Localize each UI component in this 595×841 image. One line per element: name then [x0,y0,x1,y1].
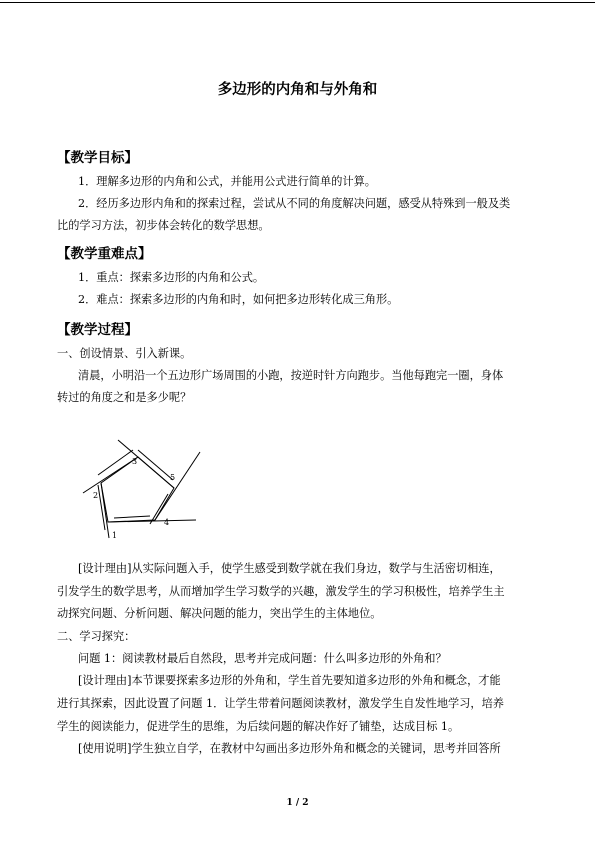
process-line-1: 一、创设情景、引入新课。 [57,347,192,360]
after-line-8: 学生的阅读能力，促进学生的思维，为后续问题的解决作好了铺垫，达成目标 1。 [57,720,460,733]
after-line-7: 进行其探索，因此设置了问题 1．让学生带着问题阅读教材，激发学生自发性地学习，培养 [57,697,504,710]
after-line-6: [设计理由]本节课要探索多边形的外角和，学生首先要知道多边形的外角和概念，才能 [78,674,501,687]
process-line-3: 转过的角度之和是多少呢？ [57,391,192,404]
keys-heading: 【教学重难点】 [57,246,152,262]
top-rule [0,2,595,3]
process-heading: 【教学过程】 [57,322,138,338]
figure-label-5: 5 [170,473,176,482]
goals-heading: 【教学目标】 [57,150,138,166]
process-line-2: 清晨，小明沿一个五边形广场周围的小跑，按逆时针方向跑步。当他每跑完一圈，身体 [78,369,504,382]
page-number: 1 / 2 [286,798,309,808]
goal-item-2-cont: 比的学习方法，初步体会转化的数学思想。 [57,219,270,232]
figure-label-4: 4 [164,518,170,527]
after-line-1: [设计理由]从实际问题入手，使学生感受到数学就在我们身边，数学与生活密切相连， [78,562,501,575]
after-line-2: 引发学生的数学思考，从而增加学生学习数学的兴趣，激发学生的学习积极性，培养学生主 [57,585,505,598]
after-line-9: [使用说明]学生独立自学，在教材中勾画出多边形外角和概念的关键词，思考并回答所 [78,742,501,755]
figure-label-3: 3 [132,457,138,466]
figure-label-1: 1 [112,531,118,540]
key-item-2: 2．难点：探索多边形的内角和时，如何把多边形转化成三角形。 [78,293,399,306]
goal-item-1: 1．理解多边形的内角和公式，并能用公式进行简单的计算。 [78,175,376,188]
pentagon-exterior-angle-figure [78,430,208,545]
page-title: 多边形的内角和与外角和 [217,82,378,98]
after-line-4: 二、学习探究： [57,630,136,643]
goal-item-2: 2．经历多边形内角和的探索过程，尝试从不同的角度解决问题，感受从特殊到一般及类 [78,197,511,210]
after-line-3: 动探究问题、分析问题、解决问题的能力，突出学生的主体地位。 [57,607,382,620]
figure-label-2: 2 [93,491,99,500]
key-item-1: 1．重点：探索多边形的内角和公式。 [78,271,265,284]
after-line-5: 问题 1：阅读教材最后自然段，思考并完成问题：什么叫多边形的外角和？ [78,652,447,665]
